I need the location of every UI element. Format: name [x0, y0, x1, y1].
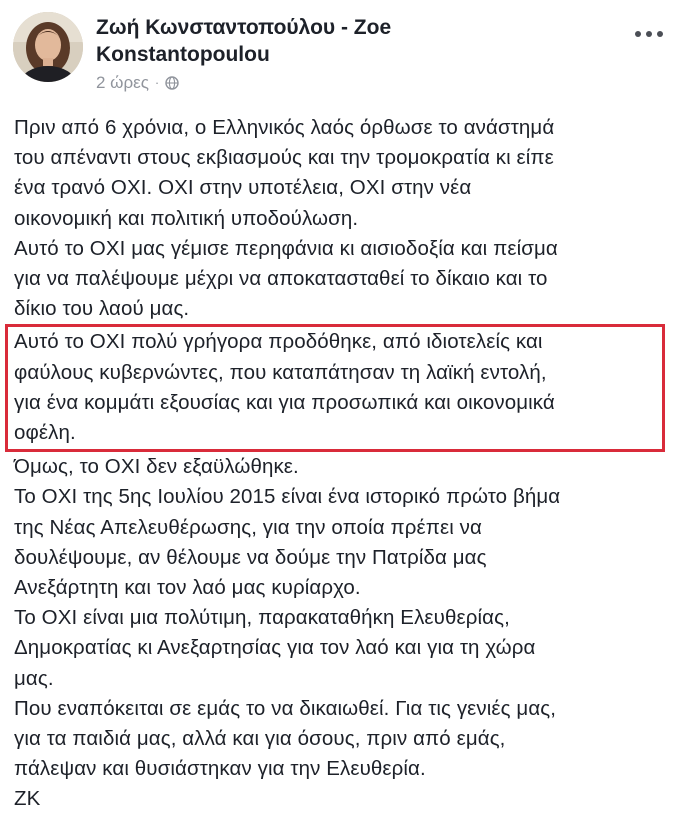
paragraph-5: Το ΟΧΙ της 5ης Ιουλίου 2015 είναι ένα ιστορικό πρώτο βήμα της Νέας Απελευθέρωσης, για την οποία πρέπει να δουλέψουμε, αν θέλουμε να δούμε την Πατρίδα μας Ανεξάρτητη και τον λαό μας κυρίαρχο.: [14, 485, 561, 600]
post-meta: [96, 72, 179, 94]
paragraph-7: Που εναπόκειται σε εμάς το να δικαιωθεί. Για τις γενιές μας, για τα παιδιά μας, αλλά και για όσους, πριν από εμάς, πάλεψαν και θυσιάστηκαν για την Ελευθερία.: [14, 696, 557, 781]
meta-separator: ·: [154, 75, 160, 90]
more-options-icon[interactable]: [629, 22, 669, 46]
paragraph-2: Αυτό το ΟΧΙ μας γέμισε περηφάνια κι αισιοδοξία και πείσμα για να παλέψουμε μέχρι να αποκατασταθεί το δίκαιο και το δίκιο του λαού μας.: [14, 236, 558, 321]
post-text: [14, 113, 679, 815]
post-header: [0, 0, 683, 108]
globe-icon: [165, 76, 179, 90]
paragraph-6: Το ΟΧΙ είναι μια πολύτιμη, παρακαταθήκη Ελευθερίας, Δημοκρατίας κι Ανεξαρτησίας για τον λαό και για τη χώρα μας.: [14, 606, 536, 690]
more-dot: [646, 31, 652, 37]
post-time[interactable]: 2 ώρες: [96, 73, 149, 92]
highlighted-paragraph-box: [5, 324, 665, 452]
more-dot: [657, 31, 663, 37]
author-name[interactable]: Ζωή Κωνσταντοπούλου - Zoe Konstantopoulou: [96, 16, 392, 66]
profile-photo-icon: [13, 12, 83, 82]
signature: ΖΚ: [14, 787, 41, 811]
more-dot: [635, 31, 641, 37]
paragraph-3-highlighted: Αυτό το ΟΧΙ πολύ γρήγορα προδόθηκε, από ιδιοτελείς και φαύλους κυβερνώντες, που καταπάτησαν τη λαϊκή εντολή, για ένα κομμάτι εξουσίας και για προσωπικά και οικονομικά οφέλη.: [14, 330, 555, 445]
paragraph-4: Όμως, το ΟΧΙ δεν εξαϋλώθηκε.: [14, 455, 299, 479]
avatar[interactable]: [13, 12, 83, 82]
paragraph-1: Πριν από 6 χρόνια, ο Ελληνικός λαός όρθωσε το ανάστημά του απέναντι στους εκβιασμούς και την τρομοκρατία κι είπε ένα τρανό ΟΧΙ. ΟΧΙ στην υποτέλεια, ΟΧΙ στην νέα οικονομική και πολιτική υποδούλωση.: [14, 116, 555, 230]
